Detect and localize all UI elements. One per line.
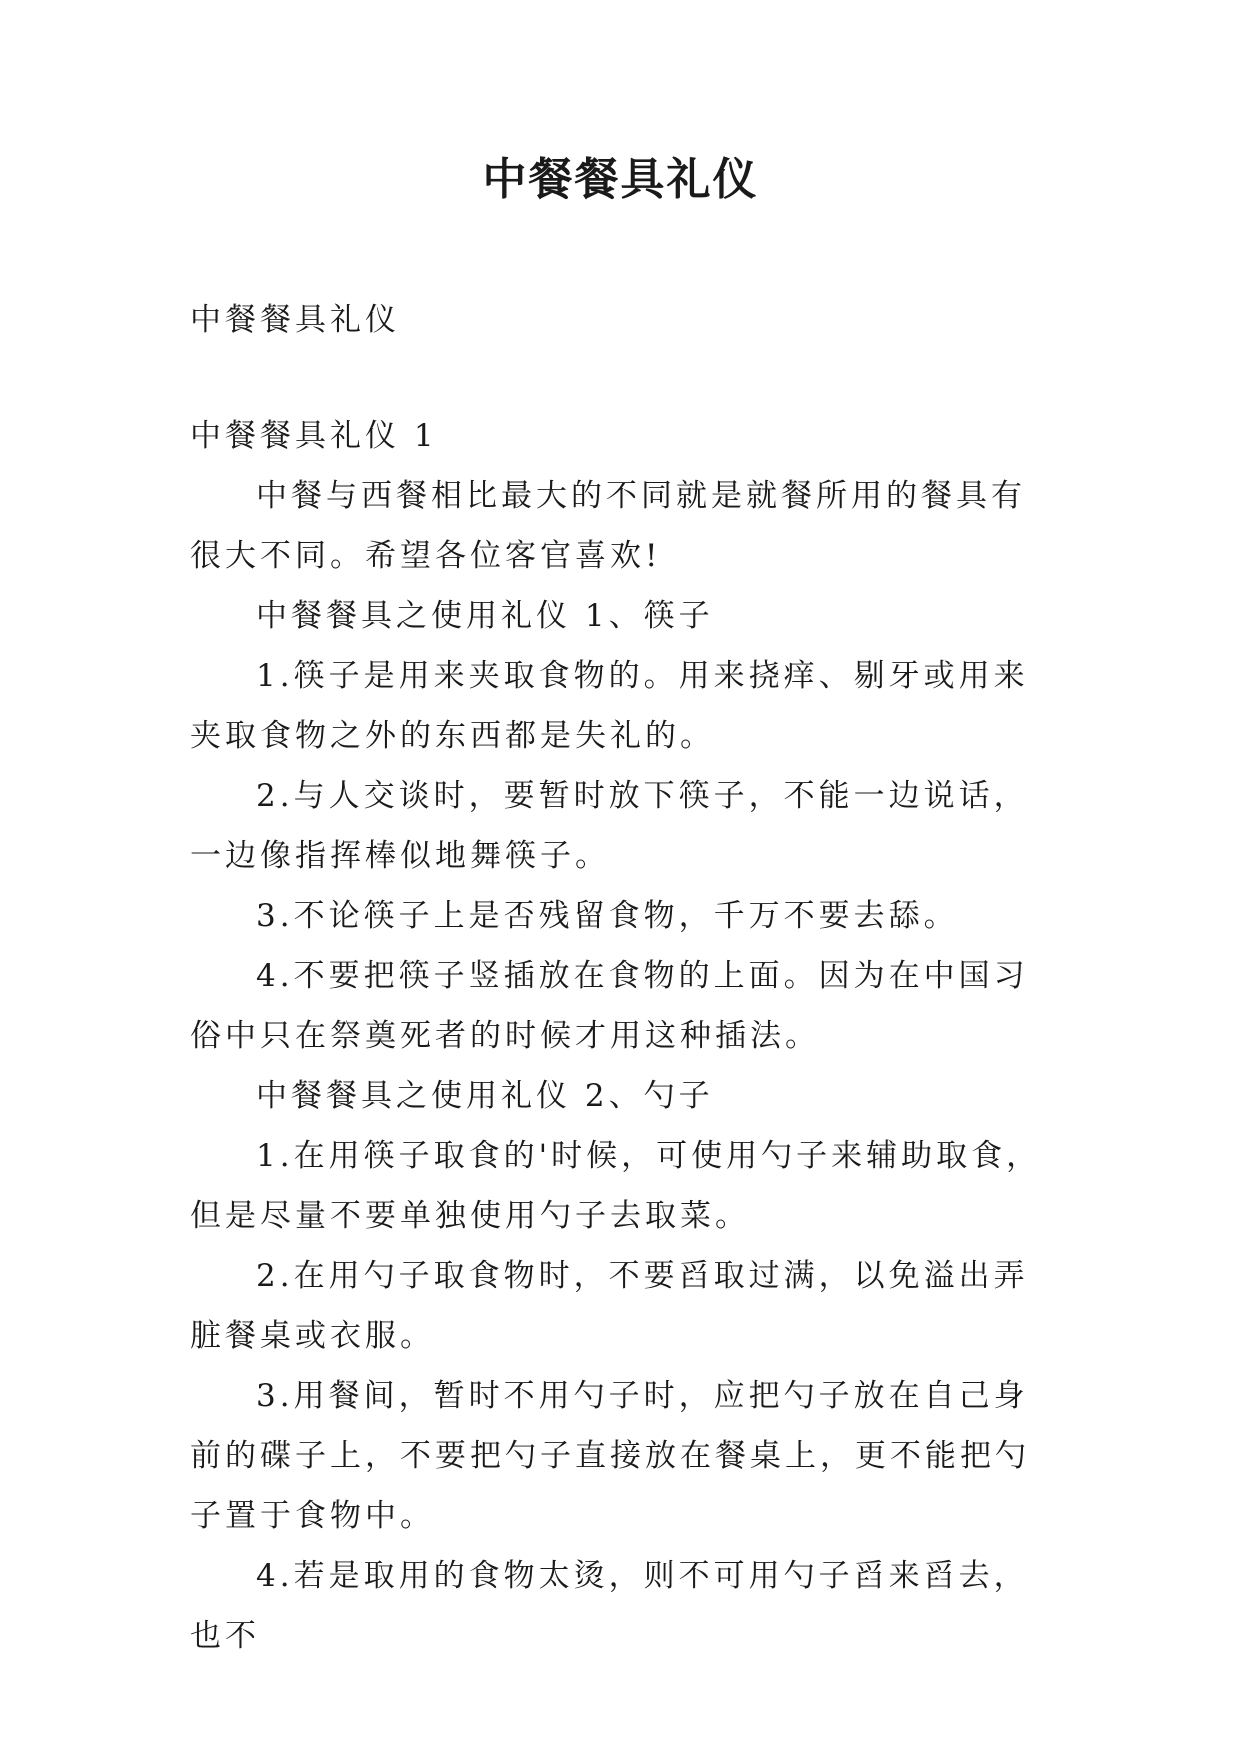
intro-paragraph: 中餐与西餐相比最大的不同就是就餐所用的餐具有很大不同。希望各位客官喜欢! xyxy=(190,478,1026,574)
chopsticks-heading: 中餐餐具之使用礼仪 1、筷子 xyxy=(256,598,714,634)
spoon-rule-1: 1.在用筷子取食的'时候，可使用勺子来辅助取食，但是尽量不要单独使用勺子去取菜。 xyxy=(190,1138,1042,1234)
document-subtitle: 中餐餐具礼仪 xyxy=(190,302,400,338)
spoon-rule-4: 4.若是取用的食物太烫，则不可用勺子舀来舀去，也不 xyxy=(190,1558,1029,1654)
spoon-rule-2: 2.在用勺子取食物时，不要舀取过满，以免溢出弄脏餐桌或衣服。 xyxy=(190,1258,1029,1354)
section-heading: 中餐餐具礼仪 1 xyxy=(190,418,438,454)
document-body xyxy=(190,290,1052,1666)
spoon-rule-3: 3.用餐间，暂时不用勺子时，应把勺子放在自己身前的碟子上，不要把勺子直接放在餐桌上，更不能把勺子置于食物中。 xyxy=(190,1378,1030,1534)
chopsticks-rule-4: 4.不要把筷子竖插放在食物的上面。因为在中国习俗中只在祭奠死者的时候才用这种插法。 xyxy=(190,958,1029,1054)
chopsticks-rule-1: 1.筷子是用来夹取食物的。用来挠痒、剔牙或用来夹取食物之外的东西都是失礼的。 xyxy=(190,658,1029,754)
document-title: 中餐餐具礼仪 xyxy=(482,154,759,205)
spoon-heading: 中餐餐具之使用礼仪 2、勺子 xyxy=(256,1078,714,1114)
chopsticks-rule-2: 2.与人交谈时，要暂时放下筷子，不能一边说话，一边像指挥棒似地舞筷子。 xyxy=(190,778,1029,874)
chopsticks-rule-3: 3.不论筷子上是否残留食物，千万不要去舔。 xyxy=(256,898,959,934)
